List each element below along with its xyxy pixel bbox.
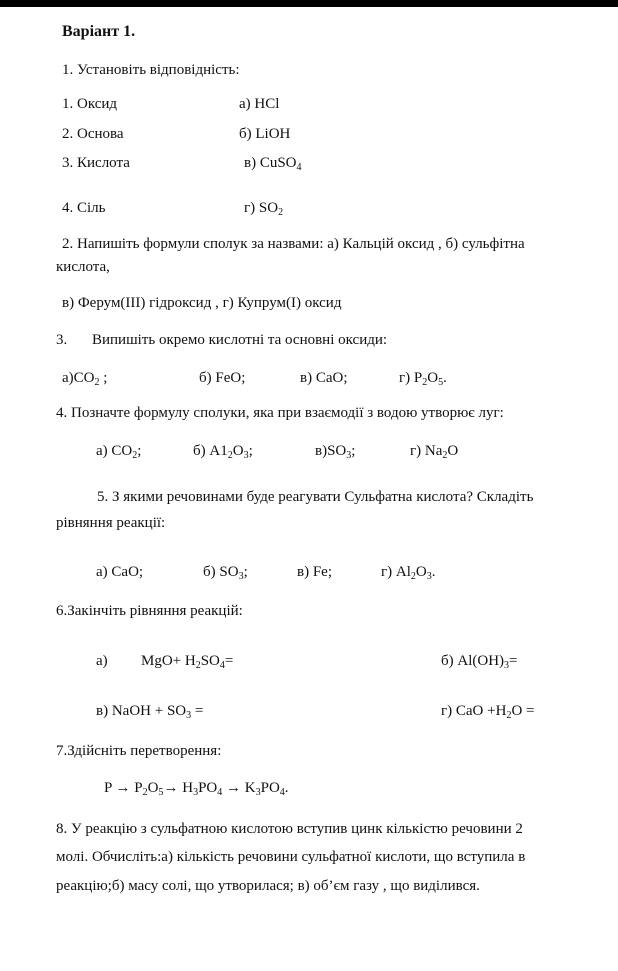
formula-text: O: [415, 564, 427, 580]
formula-text: PO: [260, 780, 280, 796]
q4-option-b: [193, 444, 253, 459]
formula-text: P → P: [104, 780, 143, 796]
formula-text: б) SO: [203, 564, 239, 580]
subscript: 2: [410, 571, 416, 582]
page-title: Варіант 1.: [62, 23, 136, 40]
q8-line-3: реакцію;б) масу солі, що утворилася; в) об’єм газу , що виділився.: [56, 878, 480, 894]
q2-line-1: 2. Напишіть формули сполук за назвами: а) Кальцій оксид , б) сульфітна: [62, 236, 525, 252]
formula-text: г) Na: [410, 443, 443, 459]
q6-eq-a-label: а): [96, 653, 108, 669]
subscript: 5: [158, 787, 164, 798]
q5-option-c: [297, 565, 332, 580]
q2-line-2: кислота,: [56, 259, 110, 275]
q5-option-d: [381, 565, 436, 580]
formula-text: O: [427, 370, 439, 386]
formula-text: → H: [163, 780, 194, 796]
formula-text: O =: [511, 703, 535, 719]
formula-text: ;: [243, 564, 248, 580]
formula-text: ;: [99, 370, 108, 386]
formula-text: в)SO: [315, 443, 347, 459]
formula-text: в) Fe;: [297, 564, 332, 580]
formula-text: .: [443, 370, 447, 386]
q6-eq-b: [441, 654, 518, 669]
subscript: 3: [193, 787, 199, 798]
formula-text: ;: [248, 443, 253, 459]
q7-heading: 7.Здійсніть перетворення:: [56, 743, 222, 759]
q6-eq-c: [96, 704, 203, 719]
subscript: 3: [346, 450, 352, 461]
formula-text: в) NaOH + SO: [96, 703, 187, 719]
q6-eq-d: [441, 704, 534, 719]
q4-option-d: [410, 444, 458, 459]
q6-eq-a: [141, 654, 233, 669]
formula-text: .: [431, 564, 436, 580]
formula-text: в) CaO;: [300, 370, 348, 386]
formula-text: ;: [351, 443, 356, 459]
formula-text: O: [147, 780, 159, 796]
formula-text: PO: [198, 780, 218, 796]
formula-text: б) LiOH: [239, 126, 291, 142]
top-border: [0, 0, 618, 7]
q1-right-a: [239, 97, 279, 112]
q3-option-d: [399, 371, 447, 386]
formula-text: б) Al(OH): [441, 653, 505, 669]
formula-text: а)CO: [62, 370, 95, 386]
q8-line-2: молі. Обчисліть:а) кількість речовини сульфатної кислоти, що вступила в: [56, 849, 526, 865]
formula-text: MgO+ H: [141, 653, 196, 669]
formula-text: ;: [137, 443, 142, 459]
q1-right-b: [239, 127, 290, 142]
q7-chain: [104, 781, 289, 796]
formula-text: .: [284, 780, 289, 796]
q1-heading: 1. Установіть відповідність:: [62, 62, 240, 78]
subscript: 2: [422, 377, 428, 388]
subscript: 2: [94, 377, 100, 388]
q1-right-c: [244, 156, 302, 171]
q1-left-1: 1. Оксид: [62, 96, 118, 112]
formula-text: =: [509, 653, 518, 669]
formula-text: O: [232, 443, 244, 459]
formula-text: г) Al: [381, 564, 411, 580]
subscript: 3: [238, 571, 244, 582]
q1-left-3: 3. Кислота: [62, 155, 130, 171]
subscript: 3: [243, 450, 249, 461]
q3-option-a: [62, 371, 107, 386]
formula-text: а) CO: [96, 443, 133, 459]
formula-text: г) P: [399, 370, 423, 386]
subscript: 2: [227, 450, 233, 461]
formula-text: O: [447, 443, 459, 459]
subscript: 2: [442, 450, 448, 461]
formula-text: г) SO: [244, 200, 279, 216]
q1-left-2: 2. Основа: [62, 126, 124, 142]
q8-line-1: 8. У реакцію з сульфатною кислотою вступив цинк кількістю речовини 2: [56, 821, 523, 837]
q2-line-3: в) Ферум(ІІІ) гідроксид , г) Купрум(І) оксид: [62, 295, 342, 311]
q3-number: 3.: [56, 332, 68, 348]
subscript: 3: [186, 710, 192, 721]
subscript: 4: [219, 660, 225, 671]
subscript: 3: [255, 787, 261, 798]
formula-text: =: [224, 653, 234, 669]
q5-line-1: 5. З якими речовинами буде реагувати Сульфатна кислота? Складіть: [97, 489, 534, 505]
formula-text: б) A1: [193, 443, 228, 459]
q5-option-a: [96, 565, 143, 580]
q5-line-2: рівняння реакції:: [56, 515, 166, 531]
subscript: 4: [279, 787, 285, 798]
formula-text: а) HCl: [239, 96, 280, 112]
q5-option-b: [203, 565, 248, 580]
subscript: 2: [278, 207, 284, 218]
subscript: 2: [195, 660, 201, 671]
subscript: 3: [504, 660, 510, 671]
subscript: 2: [142, 787, 148, 798]
subscript: 4: [217, 787, 223, 798]
subscript: 5: [438, 377, 444, 388]
q4-text: 4. Позначте формулу сполуки, яка при взаємодії з водою утворює луг:: [56, 405, 504, 421]
subscript: 2: [132, 450, 138, 461]
formula-text: г) CaO +H: [441, 703, 507, 719]
q3-option-b: [199, 371, 245, 386]
subscript: 4: [296, 162, 302, 173]
q6-heading: 6.Закінчіть рівняння реакцій:: [56, 603, 243, 619]
formula-text: → K: [222, 780, 256, 796]
formula-text: SO: [200, 653, 220, 669]
q4-option-c: [315, 444, 355, 459]
q3-text: Випишіть окремо кислотні та основні оксиди:: [92, 332, 388, 348]
formula-text: в) CuSO: [244, 155, 297, 171]
q1-right-d: [244, 201, 283, 216]
formula-text: б) FeO;: [199, 370, 246, 386]
subscript: 2: [506, 710, 512, 721]
q4-option-a: [96, 444, 141, 459]
q3-option-c: [300, 371, 348, 386]
formula-text: =: [191, 703, 204, 719]
formula-text: а) CaO;: [96, 564, 144, 580]
q1-left-4: 4. Сіль: [62, 200, 106, 216]
subscript: 3: [426, 571, 432, 582]
